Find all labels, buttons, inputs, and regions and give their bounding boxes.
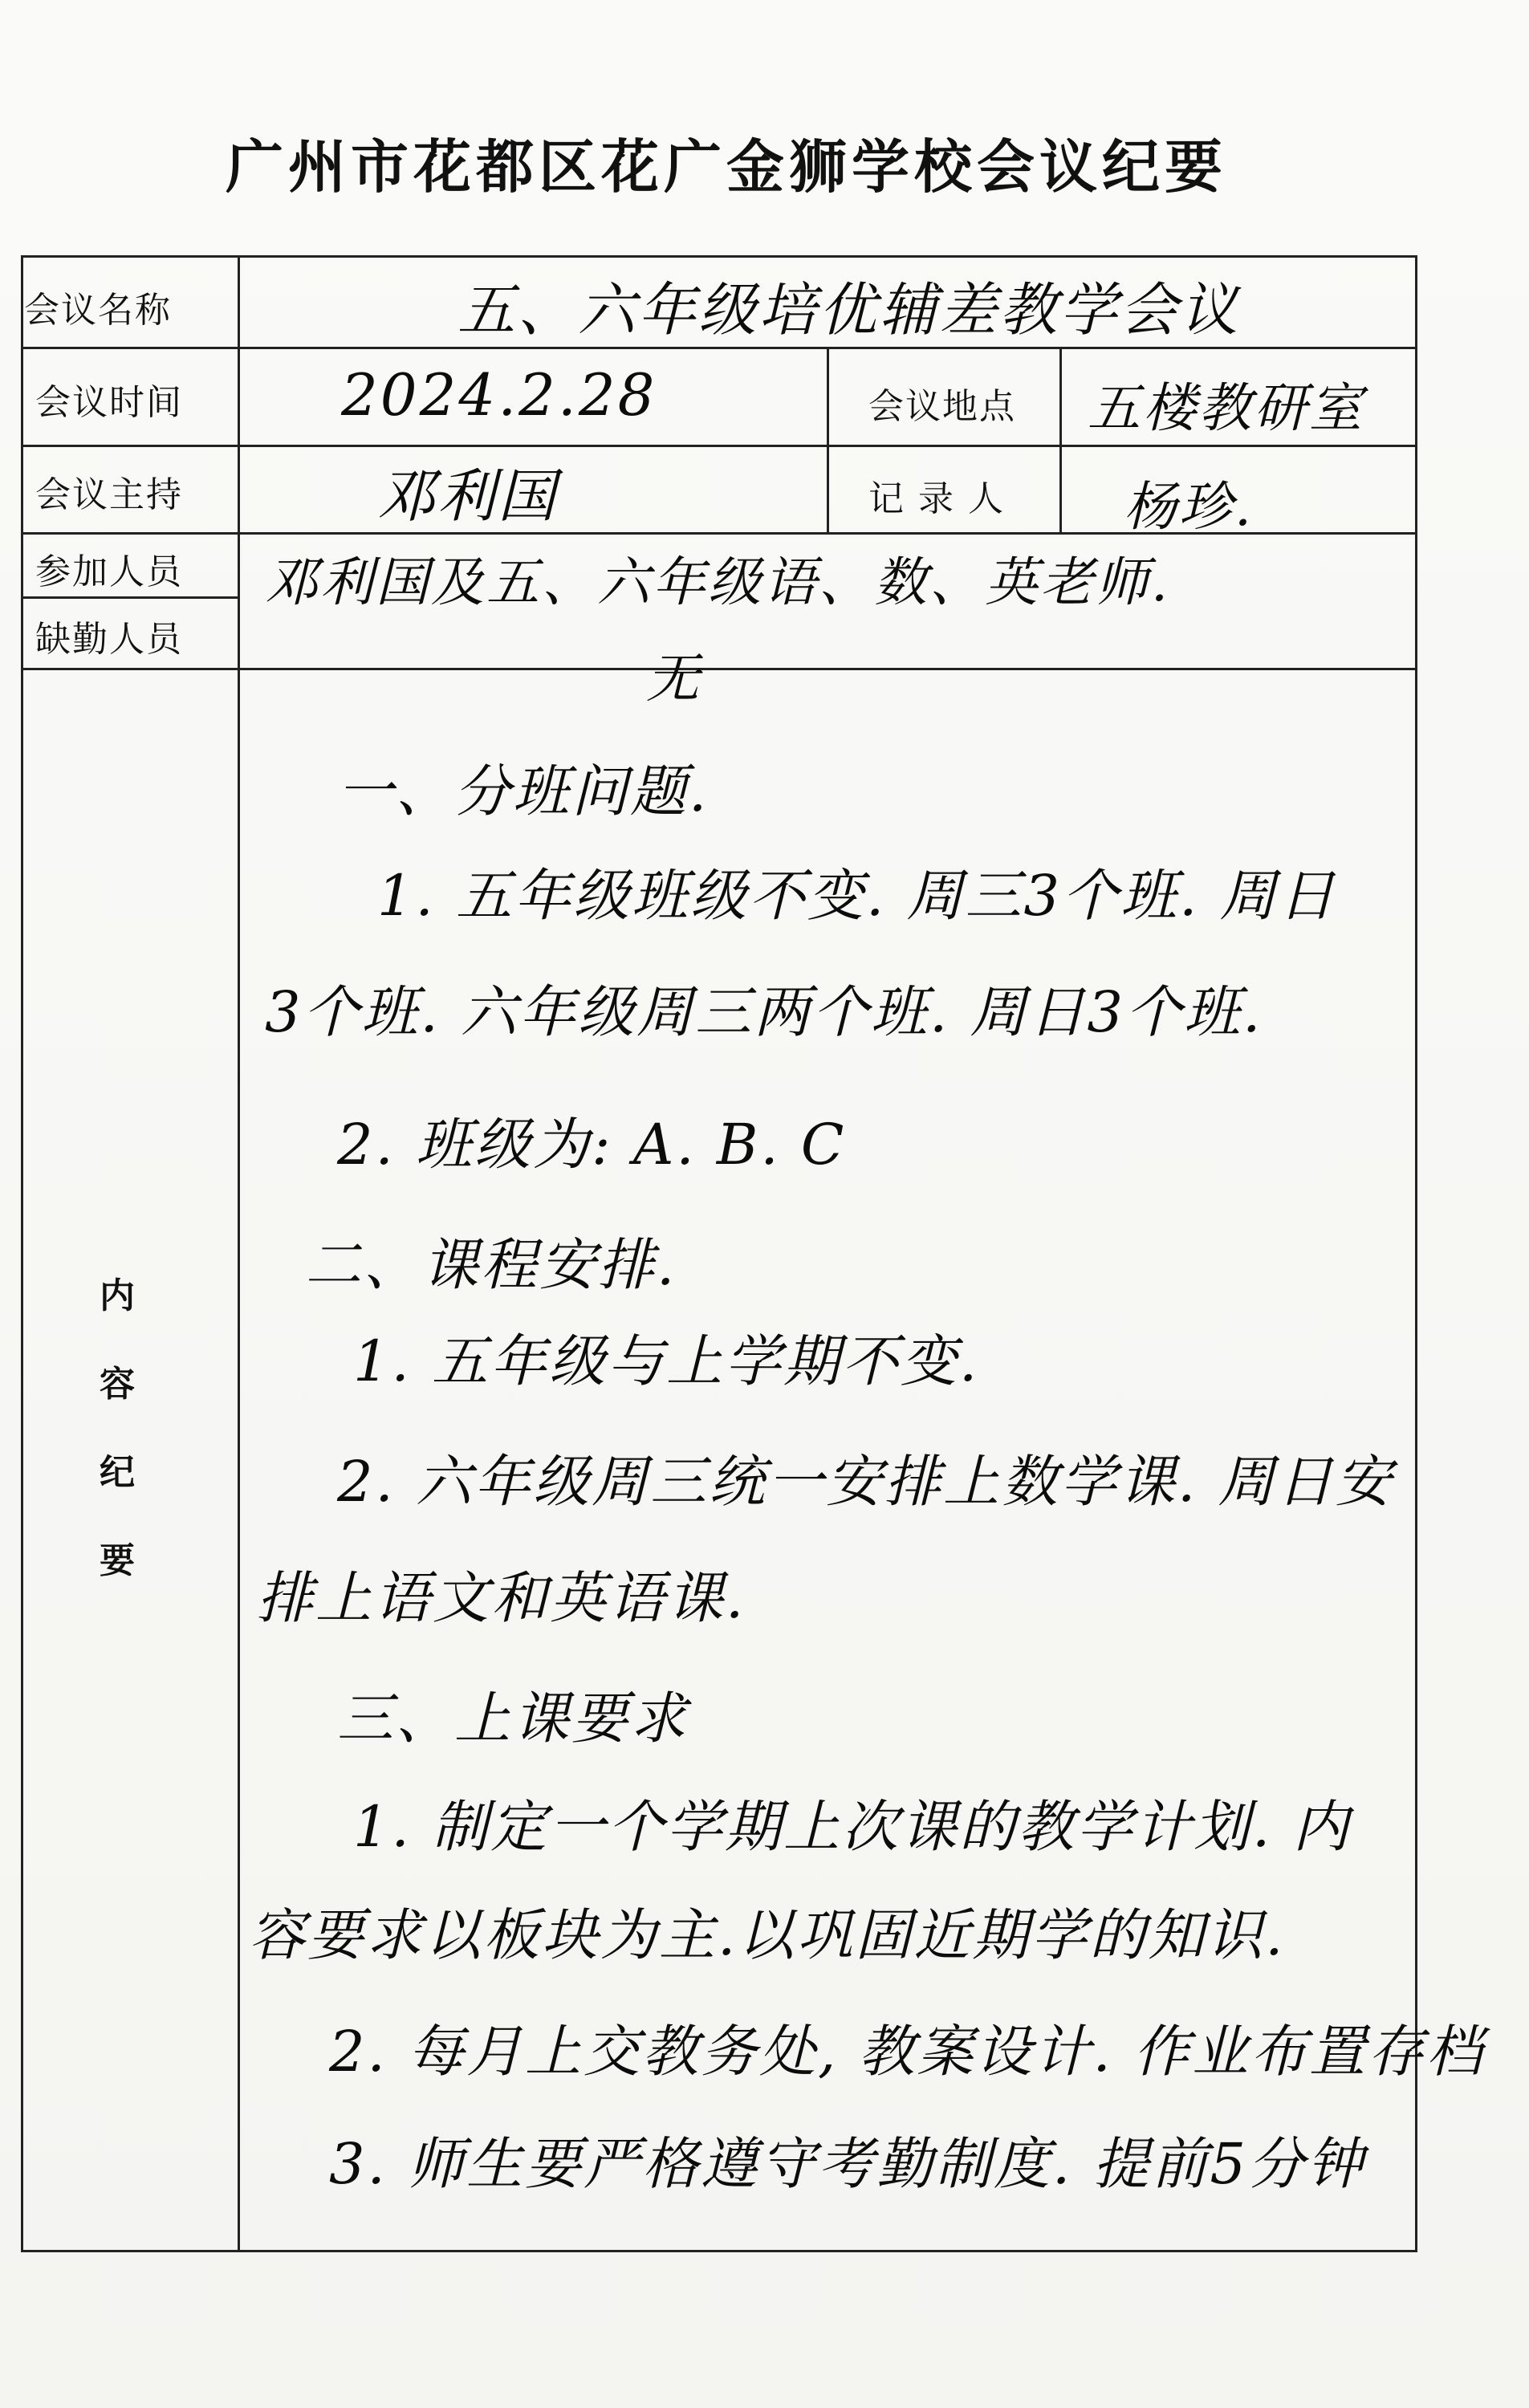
content-line: 2. 班级为: A. B. C bbox=[337, 1112, 847, 1178]
row-divider bbox=[21, 445, 1417, 447]
absentees-label: 缺勤人员 bbox=[35, 619, 183, 660]
row-divider bbox=[21, 347, 1417, 349]
content-line: 排上语文和英语课. bbox=[257, 1565, 746, 1631]
meeting-name-value: 五、六年级培优辅差教学会议 bbox=[457, 276, 1241, 344]
content-line: 2. 六年级周三统一安排上数学课. 周日安 bbox=[337, 1449, 1394, 1515]
content-line: 3个班. 六年级周三两个班. 周日3个班. bbox=[265, 979, 1263, 1045]
row-divider bbox=[21, 596, 238, 599]
content-line: 容要求以板块为主.以巩固近期学的知识. bbox=[249, 1902, 1286, 1968]
content-label-char: 纪 bbox=[100, 1452, 135, 1493]
content-label-char: 内 bbox=[100, 1275, 135, 1316]
document-title: 广州市花都区花广金狮学校会议纪要 bbox=[225, 132, 1227, 201]
content-line: 3. 师生要严格遵守考勤制度. 提前5分钟 bbox=[329, 2131, 1366, 2197]
meeting-place-value: 五楼教研室 bbox=[1088, 377, 1364, 439]
attendees-value: 邓利国及五、六年级语、数、英老师. bbox=[265, 551, 1170, 613]
content-line: 三、上课要求 bbox=[337, 1686, 689, 1751]
content-label-char: 要 bbox=[100, 1540, 135, 1581]
content-line: 二、课程安排. bbox=[305, 1232, 677, 1298]
content-line: 1. 制定一个学期上次课的教学计划. 内 bbox=[353, 1794, 1352, 1860]
content-line: 1. 五年级班级不变. 周三3个班. 周日 bbox=[377, 863, 1337, 929]
meeting-name-label: 会议名称 bbox=[24, 290, 172, 331]
attendees-label: 参加人员 bbox=[35, 551, 183, 592]
column-divider bbox=[1059, 347, 1062, 532]
recorder-label: 记 录 人 bbox=[868, 478, 1005, 519]
absentees-value: 无 bbox=[646, 648, 701, 710]
meeting-time-value: 2024.2.28 bbox=[341, 361, 657, 429]
content-line: 2. 每月上交教务处, 教案设计. 作业布置存档 bbox=[329, 2019, 1486, 2085]
column-divider bbox=[827, 347, 829, 532]
recorder-value: 杨珍. bbox=[1124, 476, 1254, 538]
host-label: 会议主持 bbox=[35, 474, 183, 515]
content-label-char: 容 bbox=[100, 1364, 135, 1405]
meeting-time-label: 会议时间 bbox=[35, 382, 183, 423]
meeting-place-label: 会议地点 bbox=[868, 386, 1016, 427]
host-value: 邓利国 bbox=[377, 462, 559, 530]
row-divider bbox=[21, 668, 1417, 670]
content-line: 1. 五年级与上学期不变. bbox=[353, 1328, 980, 1394]
column-divider bbox=[238, 255, 240, 2252]
content-line: 一、分班问题. bbox=[337, 759, 710, 824]
